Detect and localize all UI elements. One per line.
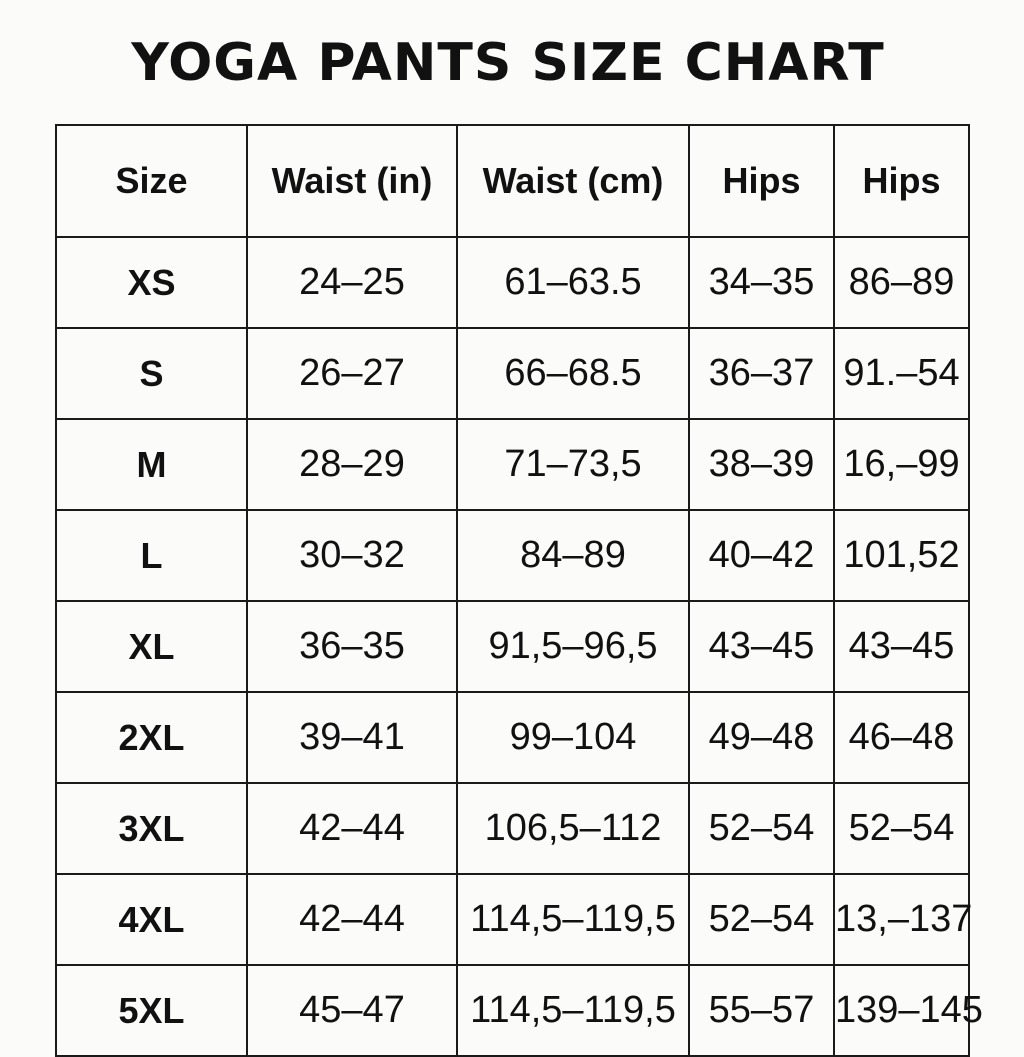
column-header-size: Size bbox=[56, 125, 247, 237]
hips-cm-cell: 43–45 bbox=[834, 601, 969, 692]
waist-cm-cell: 61–63.5 bbox=[457, 237, 689, 328]
hips-in-cell: 38–39 bbox=[689, 419, 834, 510]
waist-cm-cell: 114,5–119,5 bbox=[457, 874, 689, 965]
table-row bbox=[56, 601, 969, 692]
table-row bbox=[56, 328, 969, 419]
table-row bbox=[56, 692, 969, 783]
column-header-hips-in: Hips bbox=[689, 125, 834, 237]
hips-cm-cell: 91.–54 bbox=[834, 328, 969, 419]
table-row bbox=[56, 965, 969, 1056]
waist-in-cell: 30–32 bbox=[247, 510, 457, 601]
waist-cm-cell: 106,5–112 bbox=[457, 783, 689, 874]
waist-in-cell: 28–29 bbox=[247, 419, 457, 510]
size-cell: XS bbox=[56, 237, 247, 328]
column-header-waist-in: Waist (in) bbox=[247, 125, 457, 237]
table-row bbox=[56, 237, 969, 328]
column-header-hips-cm: Hips bbox=[834, 125, 969, 237]
hips-in-cell: 55–57 bbox=[689, 965, 834, 1056]
hips-cm-cell: 13,–137 bbox=[834, 874, 969, 965]
waist-in-cell: 24–25 bbox=[247, 237, 457, 328]
hips-cm-cell: 46–48 bbox=[834, 692, 969, 783]
hips-in-cell: 36–37 bbox=[689, 328, 834, 419]
hips-in-cell: 49–48 bbox=[689, 692, 834, 783]
size-cell: 2XL bbox=[56, 692, 247, 783]
size-cell: 4XL bbox=[56, 874, 247, 965]
waist-in-cell: 42–44 bbox=[247, 874, 457, 965]
size-cell: 3XL bbox=[56, 783, 247, 874]
waist-cm-cell: 84–89 bbox=[457, 510, 689, 601]
hips-in-cell: 52–54 bbox=[689, 783, 834, 874]
column-header-waist-cm: Waist (cm) bbox=[457, 125, 689, 237]
waist-in-cell: 45–47 bbox=[247, 965, 457, 1056]
waist-in-cell: 42–44 bbox=[247, 783, 457, 874]
hips-in-cell: 34–35 bbox=[689, 237, 834, 328]
hips-in-cell: 52–54 bbox=[689, 874, 834, 965]
waist-in-cell: 39–41 bbox=[247, 692, 457, 783]
table-row bbox=[56, 874, 969, 965]
size-cell: L bbox=[56, 510, 247, 601]
waist-in-cell: 36–35 bbox=[247, 601, 457, 692]
waist-cm-cell: 71–73,5 bbox=[457, 419, 689, 510]
table-row bbox=[56, 783, 969, 874]
hips-cm-cell: 52–54 bbox=[834, 783, 969, 874]
hips-cm-cell: 16,–99 bbox=[834, 419, 969, 510]
table-row bbox=[56, 419, 969, 510]
waist-cm-cell: 114,5–119,5 bbox=[457, 965, 689, 1056]
table-row bbox=[56, 510, 969, 601]
hips-cm-cell: 101,52 bbox=[834, 510, 969, 601]
waist-in-cell: 26–27 bbox=[247, 328, 457, 419]
size-chart-table bbox=[55, 124, 983, 1057]
hips-in-cell: 43–45 bbox=[689, 601, 834, 692]
hips-cm-cell: 139–145 bbox=[834, 965, 969, 1056]
size-cell: 5XL bbox=[56, 965, 247, 1056]
waist-cm-cell: 91,5–96,5 bbox=[457, 601, 689, 692]
hips-in-cell: 40–42 bbox=[689, 510, 834, 601]
hips-cm-cell: 86–89 bbox=[834, 237, 969, 328]
page-title: YOGA PANTS SIZE CHART bbox=[131, 33, 885, 93]
size-cell: S bbox=[56, 328, 247, 419]
waist-cm-cell: 66–68.5 bbox=[457, 328, 689, 419]
header-row bbox=[56, 125, 969, 237]
size-cell: M bbox=[56, 419, 247, 510]
size-cell: XL bbox=[56, 601, 247, 692]
waist-cm-cell: 99–104 bbox=[457, 692, 689, 783]
size-chart-table-container bbox=[55, 124, 983, 1031]
